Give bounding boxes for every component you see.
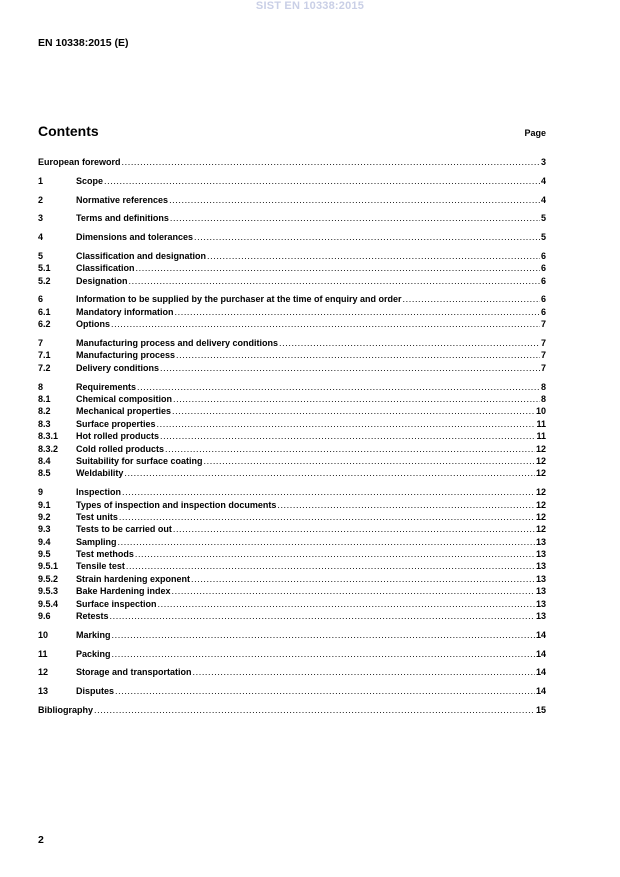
dot-leader [136,262,540,274]
dot-leader [277,499,535,511]
toc-entry-title: Weldability [76,468,124,479]
toc-entry-number: 9.2 [38,511,51,522]
toc-entry-page: 5 [540,232,546,243]
dot-leader [169,194,540,206]
toc-entry-title: Classification and designation [76,250,207,261]
dot-leader [204,455,535,467]
toc-entry-page: 10 [535,406,546,417]
toc-entry-title: Bake Hardening index [76,586,171,597]
dot-leader [279,337,540,349]
toc-entry-number: 9.3 [38,524,51,535]
toc-entry[interactable] [38,486,546,498]
toc-entry-page: 3 [540,157,546,167]
toc-entry[interactable] [38,362,546,374]
toc-entry[interactable] [38,467,546,479]
toc-entry-title: Types of inspection and inspection documents [76,499,277,510]
toc-entry-title: Dimensions and tolerances [76,232,194,243]
toc-entry[interactable] [38,598,546,610]
toc-entry-title: Hot rolled products [76,431,159,442]
toc-entry-number: 8.3 [38,418,51,429]
page-number: 2 [38,834,44,846]
toc-entry-title: Mechanical properties [76,406,172,417]
toc-entry-number: 6.2 [38,319,51,330]
dot-leader [104,175,540,187]
toc-entry[interactable] [38,573,546,585]
toc-entry[interactable] [38,194,546,206]
toc-entry[interactable] [38,175,546,187]
toc-entry-title: Sampling [76,536,117,547]
toc-entry-number: 9.6 [38,611,51,622]
toc-entry-page: 14 [535,686,546,697]
dot-leader [160,362,540,374]
toc-entry-title: Scope [76,175,104,186]
toc-entry-page: 7 [540,362,546,373]
toc-entry[interactable] [38,585,546,597]
toc-entry-title: Test units [76,511,118,522]
toc-entry[interactable] [38,536,546,548]
toc-entry-page: 13 [535,611,546,622]
toc-entry-page: 13 [535,598,546,609]
toc-entry-title: Suitability for surface coating [76,455,203,466]
toc-entry[interactable] [38,499,546,511]
toc-entry-title: Designation [76,275,128,286]
page-column-label: Page [524,128,546,138]
toc-entry[interactable] [38,455,546,467]
toc-entry[interactable] [38,666,546,678]
toc-entry-page: 14 [535,648,546,659]
toc-entry-number: 9.5.3 [38,586,59,597]
toc-entry-number: 11 [38,648,48,659]
toc-entry[interactable] [38,610,546,622]
toc-entry[interactable] [38,704,546,716]
toc-entry[interactable] [38,293,546,305]
toc-entry-title: Retests [76,611,109,622]
dot-leader [129,275,540,287]
toc-entry-number: 6 [38,294,44,305]
dot-leader [170,212,540,224]
dot-leader [122,156,540,168]
toc-entry[interactable] [38,548,546,560]
dot-leader [172,405,535,417]
toc-entry-page: 12 [535,487,546,498]
dot-leader [94,704,535,716]
toc-entry-title: Disputes [76,686,115,697]
dot-leader [160,430,535,442]
dot-leader [122,486,535,498]
toc-entry-page: 12 [535,455,546,466]
toc-entry-number: 9.5 [38,549,51,560]
toc-entry-page: 13 [535,561,546,572]
toc-entry-title: European foreword [38,157,121,167]
toc-entry-title: Storage and transportation [76,667,192,678]
dot-leader [124,467,535,479]
toc-entry-page: 12 [535,443,546,454]
toc-entry[interactable] [38,443,546,455]
dot-leader [173,523,535,535]
toc-entry[interactable] [38,381,546,393]
dot-leader [165,443,535,455]
toc-entry-page: 7 [540,319,546,330]
toc-entry[interactable] [38,275,546,287]
dot-leader [112,648,535,660]
toc-entry[interactable] [38,250,546,262]
toc-entry[interactable] [38,685,546,697]
toc-entry-title: Delivery conditions [76,362,160,373]
toc-entry-page: 11 [536,418,546,429]
dot-leader [157,418,536,430]
document-id: EN 10338:2015 (E) [38,37,129,49]
dot-leader [403,293,540,305]
toc-entry-page: 7 [540,350,546,361]
toc-entry[interactable] [38,156,546,168]
toc-entry-page: 13 [535,549,546,560]
toc-entry[interactable] [38,306,546,318]
toc-entry-number: 8 [38,381,44,392]
toc-entry-title: Requirements [76,381,137,392]
toc-entry[interactable] [38,318,546,330]
toc-entry[interactable] [38,393,546,405]
toc-entry[interactable] [38,262,546,274]
toc-entry-number: 3 [38,213,44,224]
toc-entry-number: 7 [38,338,44,349]
toc-entry-title: Bibliography [38,704,94,715]
toc-entry[interactable] [38,629,546,641]
dot-leader [172,585,535,597]
toc-entry-title: Terms and definitions [76,213,169,224]
toc-entry-page: 8 [540,381,546,392]
toc-entry-number: 8.4 [38,455,51,466]
toc-entry-number: 13 [38,686,49,697]
dot-leader [193,666,535,678]
dot-leader [176,349,540,361]
toc-entry-title: Surface properties [76,418,156,429]
table-of-contents [38,156,546,716]
toc-entry[interactable] [38,337,546,349]
toc-entry-number: 5.2 [38,275,51,286]
toc-entry-title: Classification [76,263,135,274]
dot-leader [119,511,535,523]
dot-leader [135,548,535,560]
toc-entry[interactable] [38,648,546,660]
toc-entry[interactable] [38,511,546,523]
toc-entry-page: 7 [540,338,546,349]
toc-entry-page: 13 [535,586,546,597]
toc-entry[interactable] [38,405,546,417]
toc-entry-page: 6 [540,263,546,274]
toc-entry-number: 7.2 [38,362,51,373]
toc-entry[interactable] [38,349,546,361]
toc-entry[interactable] [38,231,546,243]
dot-leader [112,629,535,641]
toc-entry-title: Manufacturing process [76,350,176,361]
toc-entry-page: 6 [540,306,546,317]
toc-entry-title: Packing [76,648,111,659]
toc-entry-number: 8.3.2 [38,443,59,454]
toc-entry-number: 9.5.2 [38,573,59,584]
toc-entry-page: 14 [535,667,546,678]
toc-entry-page: 8 [540,393,546,404]
toc-entry-title: Surface inspection [76,598,157,609]
toc-entry-title: Tests to be carried out [76,524,172,535]
toc-entry-page: 4 [540,175,546,186]
toc-entry-title: Test methods [76,549,134,560]
toc-entry-title: Inspection [76,487,122,498]
dot-leader [110,610,535,622]
toc-entry-page: 13 [535,536,546,547]
toc-entry-page: 12 [535,511,546,522]
toc-entry-number: 8.2 [38,406,51,417]
toc-entry-page: 14 [535,629,546,640]
toc-entry[interactable] [38,212,546,224]
dot-leader [207,250,540,262]
toc-entry-page: 6 [540,294,546,305]
toc-entry[interactable] [38,418,546,430]
toc-entry-page: 11 [536,431,546,442]
toc-entry-title: Mandatory information [76,306,174,317]
toc-entry-title: Cold rolled products [76,443,165,454]
toc-entry-number: 6.1 [38,306,51,317]
toc-entry-title: Strain hardening exponent [76,573,191,584]
dot-leader [126,560,535,572]
dot-leader [115,685,535,697]
toc-entry-number: 5.1 [38,263,51,274]
toc-entry-number: 10 [38,629,49,640]
toc-entry-page: 13 [535,573,546,584]
toc-entry-page: 6 [540,275,546,286]
dot-leader [158,598,535,610]
toc-entry[interactable] [38,523,546,535]
toc-entry-number: 9.5.1 [38,561,59,572]
toc-entry-number: 9.5.4 [38,598,59,609]
toc-entry-number: 9 [38,487,44,498]
toc-entry-page: 15 [535,704,546,715]
toc-entry-title: Manufacturing process and delivery conditions [76,338,279,349]
toc-entry-page: 5 [540,213,546,224]
dot-leader [194,231,540,243]
toc-entry-title: Chemical composition [76,393,173,404]
dot-leader [191,573,535,585]
dot-leader [173,393,540,405]
dot-leader [118,536,535,548]
dot-leader [137,381,540,393]
toc-entry-page: 12 [535,524,546,535]
toc-entry-number: 8.3.1 [38,431,59,442]
toc-entry-number: 9.1 [38,499,51,510]
page-title: Contents [38,123,99,139]
toc-entry-number: 8.1 [38,393,51,404]
toc-entry-number: 12 [38,667,49,678]
toc-entry-number: 5 [38,250,44,261]
toc-entry[interactable] [38,430,546,442]
toc-entry-number: 4 [38,232,44,243]
toc-entry[interactable] [38,560,546,572]
toc-entry-title: Information to be supplied by the purchaser at the time of enquiry and order [76,294,402,305]
toc-entry-page: 12 [535,468,546,479]
toc-entry-title: Marking [76,629,111,640]
toc-entry-number: 1 [38,175,44,186]
toc-entry-title: Options [76,319,110,330]
toc-entry-number: 7.1 [38,350,51,361]
toc-entry-number: 9.4 [38,536,51,547]
toc-entry-number: 8.5 [38,468,51,479]
toc-entry-title: Normative references [76,194,169,205]
toc-entry-page: 6 [540,250,546,261]
toc-entry-title: Tensile test [76,561,125,572]
watermark-text: SIST EN 10338:2015 [255,0,365,12]
dot-leader [175,306,540,318]
toc-entry-number: 2 [38,194,44,205]
dot-leader [111,318,540,330]
toc-entry-page: 4 [540,194,546,205]
toc-entry-page: 12 [535,499,546,510]
